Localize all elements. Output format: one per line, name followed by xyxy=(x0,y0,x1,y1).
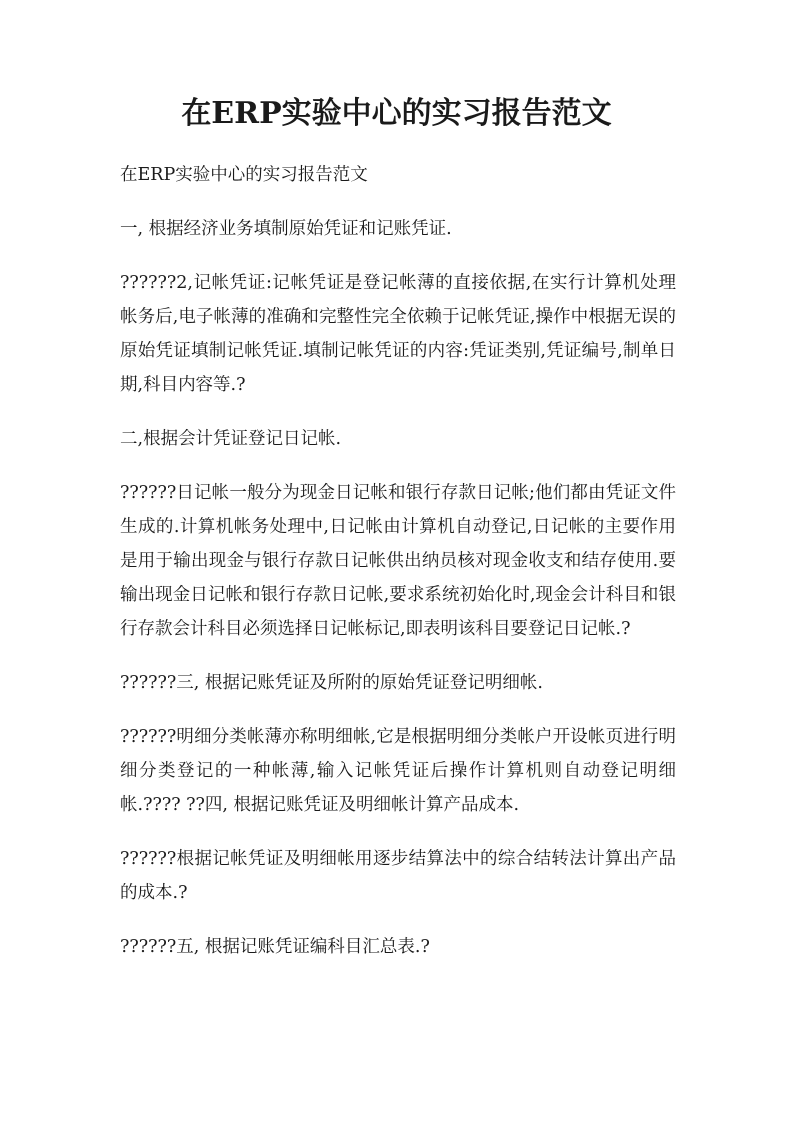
paragraph-cost: ??????根据记帐凭证及明细帐用逐步结算法中的综合结转法计算出产品的成本.? xyxy=(120,849,676,903)
paragraph-section-5: ??????五, 根据记账凭证编科目汇总表.? xyxy=(120,937,430,957)
paragraph-ledger: ??????明细分类帐薄亦称明细帐,它是根据明细分类帐户开设帐页进行明细分类登记的一种帐薄,输入记帐凭证后操作计算机则自动登记明细帐.???? ??四, 根据记账凭证及明细帐计算产品成本. xyxy=(120,727,676,815)
document-body xyxy=(120,158,676,984)
paragraph-journal: ??????日记帐一般分为现金日记帐和银行存款日记帐;他们都由凭证文件生成的.计算机帐务处理中,日记帐由计算机自动登记,日记帐的主要作用是用于输出现金与银行存款日记帐供出纳员核对现金收支和结存使用.要输出现金日记帐和银行存款日记帐,要求系统初始化时,现金会计科目和银行存款会计科目必须选择日记帐标记,即表明该科目要登记日记帐.? xyxy=(120,483,676,639)
paragraph-section-2: 二,根据会计凭证登记日记帐. xyxy=(120,429,342,449)
paragraph-section-1: 一, 根据经济业务填制原始凭证和记账凭证. xyxy=(120,219,452,239)
paragraph-subtitle: 在ERP实验中心的实习报告范文 xyxy=(120,165,368,185)
document-title: 在ERP实验中心的实习报告范文 xyxy=(181,96,612,131)
paragraph-section-3: ??????三, 根据记账凭证及所附的原始凭证登记明细帐. xyxy=(120,673,543,693)
paragraph-voucher: ??????2,记帐凭证:记帐凭证是登记帐薄的直接依据,在实行计算机处理帐务后,电子帐薄的准确和完整性完全依赖于记帐凭证,操作中根据无误的原始凭证填制记帐凭证.填制记帐凭证的内容:凭证类别,凭证编号,制单日期,科目内容等.? xyxy=(120,273,676,395)
